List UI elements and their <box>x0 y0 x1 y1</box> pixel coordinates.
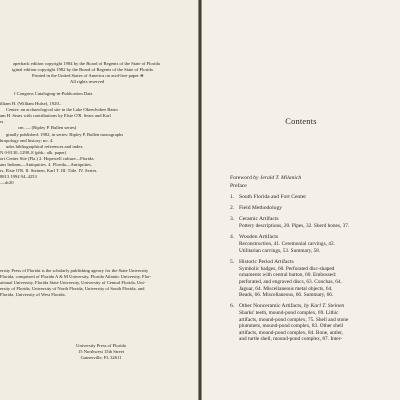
cip-line: am H. Sears with contributions by Elsie O'R. Sears and Karl <box>0 113 111 119</box>
cip-line: illiam H. (William Hulse), 1920– <box>0 101 62 107</box>
cip-line: rs. <box>0 119 5 125</box>
contents-page <box>202 0 400 400</box>
copyright-line: Printed in the United States of America on acid-free paper ⊜ <box>32 73 144 79</box>
copyright-line: iginal edition copyright 1982 by the Board of Regents of the State of Florida <box>12 67 153 73</box>
cip-line: —dc20 <box>0 180 14 186</box>
chapter-subsections: artifacts, mound-pond complex, 84. Bone, antler, <box>239 329 343 336</box>
chapter-subsections: plummets, mound-pond complex, 83. Other shell <box>239 323 344 330</box>
chapter-number: 5. <box>230 258 235 265</box>
chapter-subsections: Pottery descriptions, 20. Pipes, 32. Sherd hones, 37. <box>239 223 350 230</box>
cip-line: cm. — (Ripley P. Bullen series) <box>18 125 77 131</box>
press-line: Florida, University of West Florida. <box>0 292 66 298</box>
copyright-notice <box>0 61 190 85</box>
chapter-subsections: Utilitarian carvings, 53. Summary, 58. <box>239 247 321 254</box>
chapter-number: 2. <box>230 204 235 211</box>
address-line: 15 Northwest 15th Street <box>77 349 125 355</box>
cip-line: udes bibliographical references and index. <box>6 143 84 149</box>
copyright-line: All rights reserved <box>70 79 105 85</box>
chapter-subsections: perforated, and engraved discs, 63. Conchas, 64. <box>239 278 342 285</box>
chapter-title: Field Methodology <box>239 204 283 211</box>
table-of-contents <box>230 175 398 348</box>
chapter-subsections: ornaments with central button, 60. Embossed: <box>239 272 337 279</box>
cip-line: ans Indians—Antiquities. 4. Florida—Antiquities. <box>0 162 93 168</box>
toc-entry <box>230 234 398 254</box>
chapter-number: 1. <box>230 193 235 200</box>
preface-entry: Preface <box>230 182 247 189</box>
toc-entry <box>230 259 398 299</box>
toc-entry <box>230 303 398 343</box>
cip-line: 8813 1994 94–4253 <box>0 174 37 180</box>
chapter-title: Other Nonceramic Artifacts, <box>239 303 304 310</box>
cip-line: hropology and history; no. 4. <box>0 137 54 143</box>
toc-entry <box>230 205 398 212</box>
chapter-subsections: Symbolic badges, 60. Perforated disc-shaped <box>239 265 335 272</box>
cip-line: N 0-8130–1298–8 (pbk.: alk. paper) <box>0 149 67 155</box>
press-line: ersity of Florida, University of North Florida, University of South Florida, and <box>0 286 145 292</box>
chapter-subsections: Sharks' teeth, mound-pond complex, 69. Lithic <box>239 310 339 317</box>
foreword-label: Foreword <box>230 175 254 181</box>
press-statement <box>0 268 190 298</box>
chapter-title: Historic Period Artifacts <box>239 258 294 265</box>
cip-data <box>0 91 190 186</box>
chapter-author: by Karl T. Steinen <box>303 303 345 310</box>
chapter-subsections: Jaguar, 64. Miscellaneous metal objects, 64. <box>239 285 333 292</box>
foreword-author: by Jerald T. Milanich <box>253 175 302 181</box>
page-title: Contents <box>285 117 317 126</box>
press-line: Florida, comprised of Florida A & M University, Florida Atlantic University, Flor- <box>0 274 152 280</box>
copyright-page <box>0 0 198 400</box>
press-address <box>46 343 156 361</box>
address-line: University Press of Florida <box>76 343 126 348</box>
press-line: ational University, Florida State University, University of Central Florida, Uni- <box>0 280 146 286</box>
chapter-number: 6. <box>230 303 235 310</box>
chapter-subsections: artifacts, mound-pond complex, 75. Shell and stone <box>239 316 349 323</box>
chapter-title: Ceramic Artifacts <box>239 216 279 223</box>
chapter-subsections: Beads, 66. Miscellaneous, 66. Summary, 66. <box>239 292 334 299</box>
chapter-number: 4. <box>230 234 235 241</box>
cip-line: rs, Elsie O'R. II. Steinen, Karl T. III. Title. IV. Series. <box>0 168 98 174</box>
address-line: Gainesville, FL 32611 <box>80 355 122 361</box>
cip-line: ginally published: 1982, in series: Ripley P. Bullen monographs <box>6 131 124 137</box>
chapter-title: South Florida and Fort Center <box>239 193 307 200</box>
chapter-number: 3. <box>230 216 235 223</box>
cip-line: ort Center Site (Fla.) 2. Hopewell culture—Florida. <box>0 155 95 161</box>
toc-entry <box>230 216 398 229</box>
toc-entry <box>230 194 398 201</box>
chapter-title: Wooden Artifacts <box>239 234 279 241</box>
chapter-subsections: Reconstruction, 41. Ceremonial carvings, 42. <box>239 241 335 248</box>
foreword-entry <box>230 175 398 182</box>
press-line: ersity Press of Florida is the scholarly publishing agency for the State University <box>0 268 149 273</box>
cip-title: f Congress Cataloging-in-Publication Data <box>14 91 93 96</box>
cip-line: Center: an archaeological site in the Lake Okeechobee Basin <box>6 107 118 113</box>
chapter-subsections: and turtle shell, mound-pond complex, 87. Inter- <box>239 336 343 343</box>
copyright-line: aperback edition copyright 1984 by the Board of Regents of the State of Florida <box>13 61 160 66</box>
